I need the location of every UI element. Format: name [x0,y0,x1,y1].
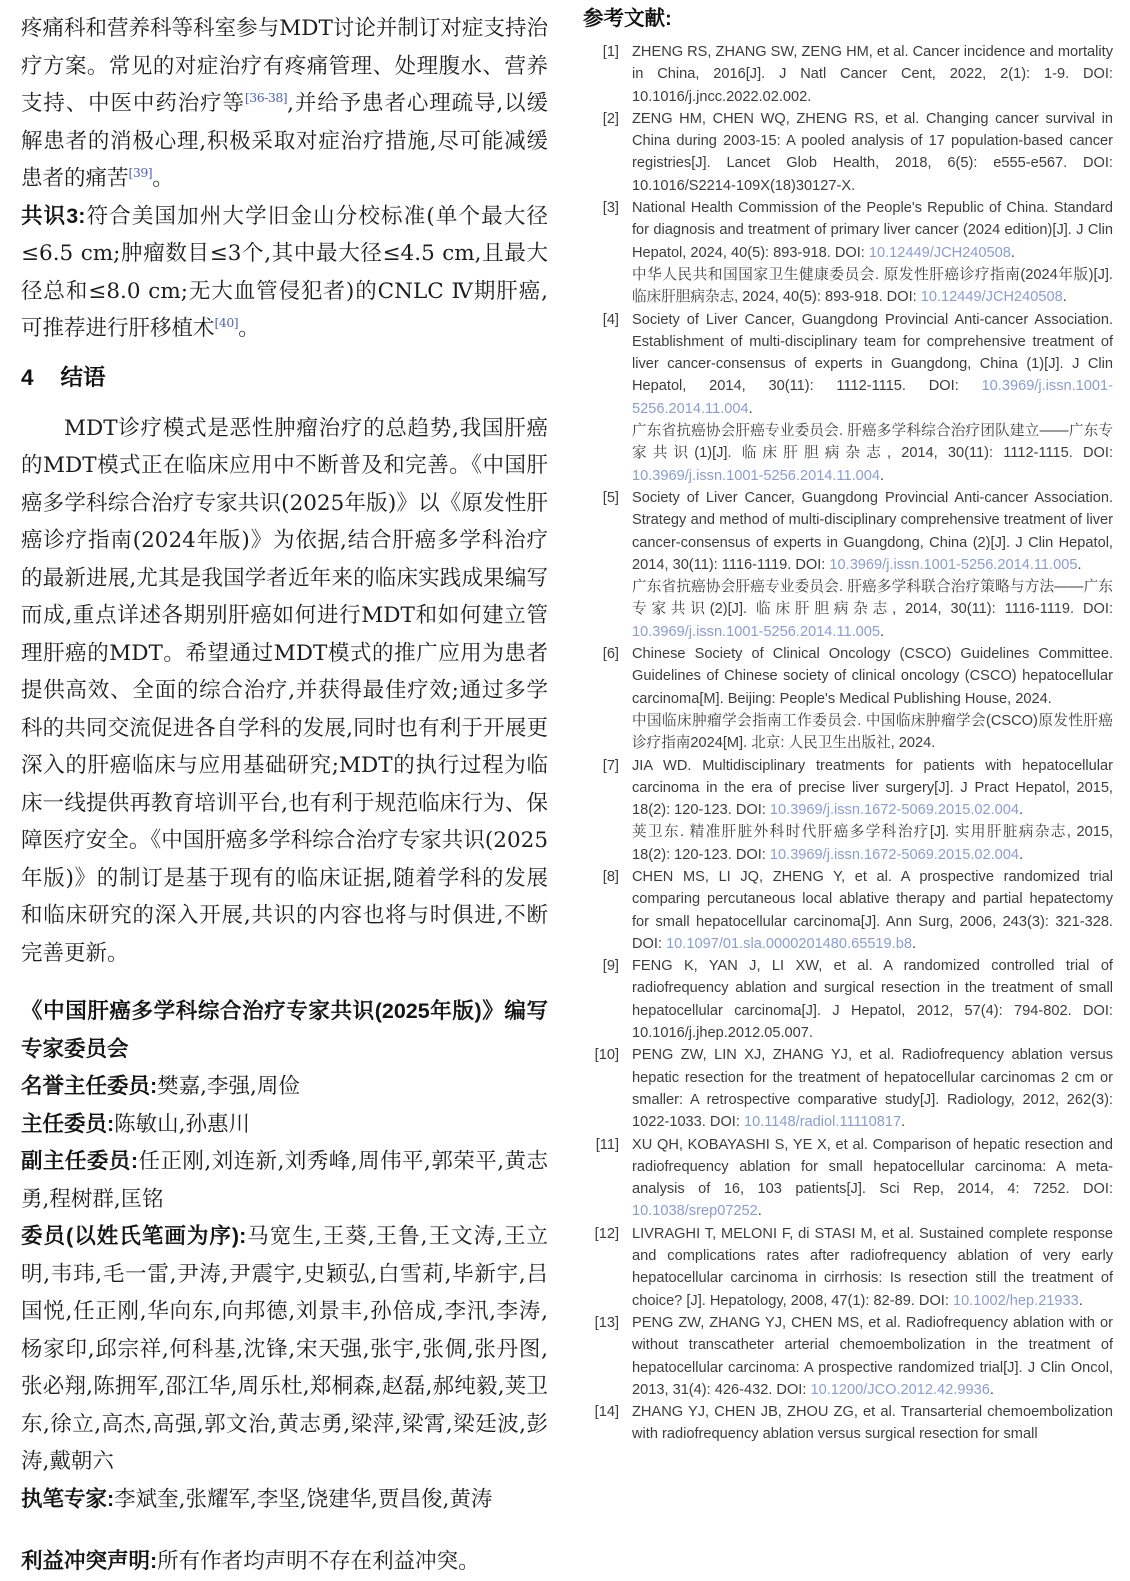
text-run: ,并给予患者心理疏导,以缓解患者的消极心理,积极采取对症治疗措施,尽可能减缓患者的痛苦 [21,91,548,191]
citation-superscript[interactable]: [36-38] [244,89,288,105]
reference-text [632,1044,1113,1133]
text-run: 中华人民共和国国家卫生健康委员会. 原发性肝癌诊疗指南(2024年版)[J]. 临床肝胆病杂志, 2024, 40(5): 893-918. DOI: [632,266,1113,306]
reference-number: [13] [594,1314,619,1331]
text-run: . [1062,289,1067,306]
paragraph-consensus3 [21,198,548,348]
reference-entry [583,955,1113,1044]
paragraph-symptom-support [21,10,548,198]
section-title: 结语 [60,364,106,390]
references-heading: 参考文献: [583,7,672,30]
reference-number: [9] [602,958,619,975]
committee-entry [21,1143,548,1218]
text-run: XU QH, KOBAYASHI S, YE X, et al. Comparison of hepatic resection and radiofrequency ablation for small hepatocellular carcinoma: A meta-analysis of 16, 103 patients[J]. Sci Rep, 2014, 4: 7252. DOI: [632,1136,1113,1198]
reference-entry [583,1044,1113,1133]
doi-link[interactable]: 10.3969/j.issn.1001-5256.2014.11.005 [829,556,1078,573]
reference-number: [14] [594,1404,619,1421]
committee-role-label: 执笔专家: [21,1486,115,1511]
committee-entry [21,1106,548,1144]
reference-number: [6] [602,646,619,663]
text-run: . [757,1203,762,1220]
doi-link[interactable]: 10.1002/hep.21933 [952,1292,1079,1309]
text-run: ZHENG RS, ZHANG SW, ZENG HM, et al. Cancer incidence and mortality in China, 2016[J]. J Natl Cancer Cent, 2022, 2(1): 1-9. DOI: 10.1016/j.jncc.2022.02.002. [632,44,1113,105]
committee-entry [21,1068,548,1106]
committee-entries [21,1068,548,1518]
text-run: Society of Liver Cancer, Guangdong Provincial Anti-cancer Association. Establishment of multi-disciplinary team for comprehensive treatment of liver cancer-consensus of experts in Guangdong, China (1)[J]. J Clin Hepatol, 2014, 30(11): 1112-1115. DOI: [632,311,1113,395]
reference-text [632,309,1113,487]
reference-entry [583,197,1113,308]
reference-entry [583,41,1113,108]
text-run: PENG ZW, ZHANG YJ, CHEN MS, et al. Radiofrequency ablation with or without transcatheter arterial chemoembolization in the treatment of hepatocellular carcinoma: A prospective randomized trial[J]. J Clin Oncol, 2013, 31(4): 426-432. DOI: [632,1314,1113,1398]
reference-text [632,487,1113,643]
reference-entry [583,643,1113,754]
text-run: ZHANG YJ, CHEN JB, ZHOU ZG, et al. Transarterial chemoembolization with radiofrequency ablation versus surgical resection for small [632,1404,1113,1443]
citation-superscript[interactable]: [39] [128,164,153,180]
reference-entry [583,487,1113,643]
committee-names: 李斌奎,张耀军,李坚,饶建华,贾昌俊,黄涛 [114,1486,493,1512]
reference-entry [583,755,1113,866]
text-run: . [748,400,753,417]
reference-text [632,197,1113,308]
text-run: PENG ZW, LIN XJ, ZHANG YJ, et al. Radiofrequency ablation versus hepatic resection for the treatment of hepatocellular carcinomas 2 cm or smaller: A retrospective comparative study[J]. Radiology, 2012, 262(3): 1022-1033. DOI: [632,1047,1113,1131]
text-run: . [1078,1292,1083,1309]
section-heading-conclusion [21,363,548,393]
doi-link[interactable]: 10.3969/j.issn.1001-5256.2014.11.005 [632,623,881,640]
doi-link[interactable]: 10.1097/01.sla.0000201480.65519.b8 [666,935,912,952]
doi-link[interactable]: 10.3969/j.issn.1672-5069.2015.02.004 [769,802,1020,819]
committee-role-label: 主任委员: [21,1111,115,1136]
text-run: . [880,623,885,640]
doi-link[interactable]: 10.1148/radiol.11110817 [743,1114,902,1131]
text-run: 中国临床肿瘤学会指南工作委员会. 中国临床肿瘤学会(CSCO)原发性肝癌诊疗指南2024[M]. 北京: 人民卫生出版社, 2024. [632,712,1113,752]
paragraph-conclusion: MDT诊疗模式是恶性肿瘤治疗的总趋势,我国肝癌的MDT模式正在临床应用中不断普及和完善。《中国肝癌多学科综合治疗专家共识(2025年版)》以《原发性肝癌诊疗指南(2024年版)》为依据,结合肝癌多学科治疗的最新进展,尤其是我国学者近年来的临床实践成果编写而成,重点详述各期别肝癌如何进行MDT和如何建立管理肝癌的MDT。希望通过MDT模式的推广应用为患者提供高效、全面的综合治疗,并获得最佳疗效;通过多学科的共同交流促进各自学科的发展,同时也有利于开展更深入的肝癌临床与应用基础研究;MDT的执行过程为临床一线提供再教育培训平台,也有利于规范临床行为、保障医疗安全。《中国肝癌多学科综合治疗专家共识(2025年版)》的制订是基于现有的临床证据,随着学科的发展和临床研究的深入开展,共识的内容也将与时俱进,不断完善更新。 [21,415,548,966]
reference-entry [583,309,1113,487]
text-run: Chinese Society of Clinical Oncology (CSCO) Guidelines Committee. Guidelines of Chinese society of clinical oncology (CSCO) hepatocellular carcinoma[M]. Beijing: People's Medical Publishing House, 2024. [632,646,1113,707]
references-column [583,6,1113,1446]
text-run: . [901,1114,906,1131]
text-run: 荚卫东. 精准肝脏外科时代肝癌多学科治疗[J]. 实用肝脏病杂志, 2015, 18(2): 120-123. DOI: [632,824,1113,863]
reference-number: [11] [595,1136,619,1153]
text-run: . [1077,556,1082,573]
reference-text [632,1312,1113,1401]
doi-link[interactable]: 10.3969/j.issn.1001-5256.2014.11.004 [632,467,881,484]
reference-number: [2] [602,110,619,127]
committee-role-label: 名誉主任委员: [21,1074,158,1098]
committee-names: 任正刚,刘连新,刘秀峰,周伟平,郭荣平,黄志勇,程树群,匡铭 [21,1149,548,1212]
reference-number: [3] [602,200,619,217]
text-run: Society of Liver Cancer, Guangdong Provincial Anti-cancer Association. Strategy and method of multi-disciplinary comprehensive treatment of liver cancer-consensus of experts in Guangdong, China (2)[J]. J Clin Hepatol, 2014, 30(11): 1116-1119. DOI: [632,489,1113,573]
committee-block [21,993,548,1518]
reference-number: [8] [602,868,619,885]
text-run: . [1019,846,1024,863]
text-run: 广东省抗癌协会肝癌专业委员会. 肝癌多学科综合治疗团队建立——广东专家共识(1)[J]. 临床肝胆病杂志, 2014, 30(11): 1112-1115. DOI: [632,423,1113,462]
committee-entry [21,1481,548,1519]
reference-entry [583,1312,1113,1401]
reference-text [632,1223,1113,1312]
text-run: 。 [238,316,260,341]
text-run: . [1019,802,1024,819]
doi-link[interactable]: 10.3969/j.issn.1001-5256.2014.11.004 [632,378,1113,417]
conflict-of-interest-statement [21,1543,548,1581]
run-in-bold-label: 共识3: [21,203,86,228]
committee-names: 陈敏山,孙惠川 [114,1111,251,1137]
doi-link[interactable]: 10.12449/JCH240508 [920,289,1063,306]
committee-names: 马宽生,王葵,王鲁,王文涛,王立明,韦玮,毛一雷,尹涛,尹震宇,史颖弘,白雪莉,毕新宇,吕国悦,任正刚,华向东,向邦德,刘景丰,孙倍成,李汛,李涛,杨家印,邱宗祥,何科基,沈锋,宋天强,张宇,张倜,张丹图,张必翔,陈拥军,邵江华,周乐杜,郑桐森,赵磊,郝纯毅,荚卫东,徐立,高杰,高强,郭文治,黄志勇,梁萍,梁霄,梁廷波,彭涛,戴朝六 [21,1224,549,1474]
reference-text [632,1134,1113,1223]
reference-number: [7] [602,757,619,774]
reference-text [632,955,1113,1044]
text-run: FENG K, YAN J, LI XW, et al. A randomized controlled trial of radiofrequency ablation and surgical resection in the treatment of small hepatocellular carcinoma[J]. J Hepatol, 2012, 57(4): 794-802. DOI: 10.1016/j.jhep.2012.05.007. [632,958,1113,1042]
reference-number: [10] [594,1047,619,1064]
reference-text [632,866,1113,955]
doi-link[interactable]: 10.3969/j.issn.1672-5069.2015.02.004 [769,846,1020,863]
text-run: . [1010,244,1015,261]
reference-number: [4] [602,311,619,328]
reference-number: [5] [602,489,619,506]
text-run: CHEN MS, LI JQ, ZHENG Y, et al. A prospective randomized trial comparing percutaneous local ablative therapy and partial hepatectomy for small hepatocellular carcinoma[J]. Ann Surg, 2006, 243(3): 321-328. DOI: [632,868,1113,952]
text-run: National Health Commission of the People's Republic of China. Standard for diagnosis and treatment of primary liver cancer (2024 edition)[J]. J Clin Hepatol, 2024, 40(5): 893-918. DOI: [632,200,1113,261]
reference-entry [583,1223,1113,1312]
doi-link[interactable]: 10.12449/JCH240508 [868,244,1011,261]
reference-text [632,41,1113,108]
text-run: JIA WD. Multidisciplinary treatments for patients with hepatocellular carcinoma in the era of precise liver surgery[J]. J Pract Hepatol, 2015, 18(2): 120-123. DOI: [632,757,1113,819]
section-number: 4 [21,364,34,390]
text-run: ZENG HM, CHEN WQ, ZHENG RS, et al. Changing cancer survival in China during 2003-15: A pooled analysis of 17 population-based cancer registries[J]. Lancet Glob Health, 2018, 6(5): e555-e567. DOI: 10.1016/S2214-109X(18)30127-X. [632,110,1113,194]
text-run: . [880,467,885,484]
committee-names: 樊嘉,李强,周俭 [157,1074,300,1099]
reference-entry [583,1401,1113,1446]
text-run: LIVRAGHI T, MELONI F, di STASI M, et al. Sustained complete response and complications rates after radiofrequency ablation of very early hepatocellular carcinoma in cirrhosis: Is resection still the treatment of choice? [J]. Hepatology, 2008, 47(1): 82-89. DOI: [632,1225,1113,1309]
doi-link[interactable]: 10.1200/JCO.2012.42.9936 [810,1381,990,1398]
reference-entry [583,866,1113,955]
reference-number: [12] [594,1225,619,1242]
text-run: 。 [152,166,174,191]
references-list [583,41,1113,1446]
text-run: . [911,935,917,952]
text-run: 广东省抗癌协会肝癌专业委员会. 肝癌多学科联合治疗策略与方法——广东专家共识(2)[J]. 临床肝胆病杂志, 2014, 30(11): 1116-1119. DOI: [632,579,1113,618]
text-run: 符合美国加州大学旧金山分校标准(单个最大径≤6.5 cm;肿瘤数目≤3个,其中最大径≤4.5 cm,且最大径总和≤8.0 cm;无大血管侵犯者)的CNLC Ⅳ期肝癌,可推荐进行肝移植术 [21,203,548,341]
text-run: 疼痛科和营养科等科室参与MDT讨论并制订对症支持治疗方案。常见的对症治疗有疼痛管理、处理腹水、营养支持、中医中药治疗等 [21,16,548,116]
doi-link[interactable]: 10.1038/srep07252 [632,1203,758,1220]
committee-role-label: 委员(以姓氏笔画为序): [21,1224,247,1248]
text-run: . [989,1381,994,1398]
left-column [21,10,548,1581]
reference-text [632,108,1113,197]
reference-entry [583,1134,1113,1223]
reference-text [632,643,1113,754]
conflict-label: 利益冲突声明: [21,1549,158,1573]
committee-title: 《中国肝癌多学科综合治疗专家共识(2025年版)》编写专家委员会 [21,999,548,1061]
reference-text [632,1401,1113,1446]
reference-entry [583,108,1113,197]
reference-text [632,755,1113,866]
citation-superscript[interactable]: [40] [214,314,239,330]
committee-role-label: 副主任委员: [21,1149,139,1173]
reference-number: [1] [602,44,619,60]
committee-entry [21,1218,548,1481]
conflict-text: 所有作者均声明不存在利益冲突。 [157,1549,480,1574]
